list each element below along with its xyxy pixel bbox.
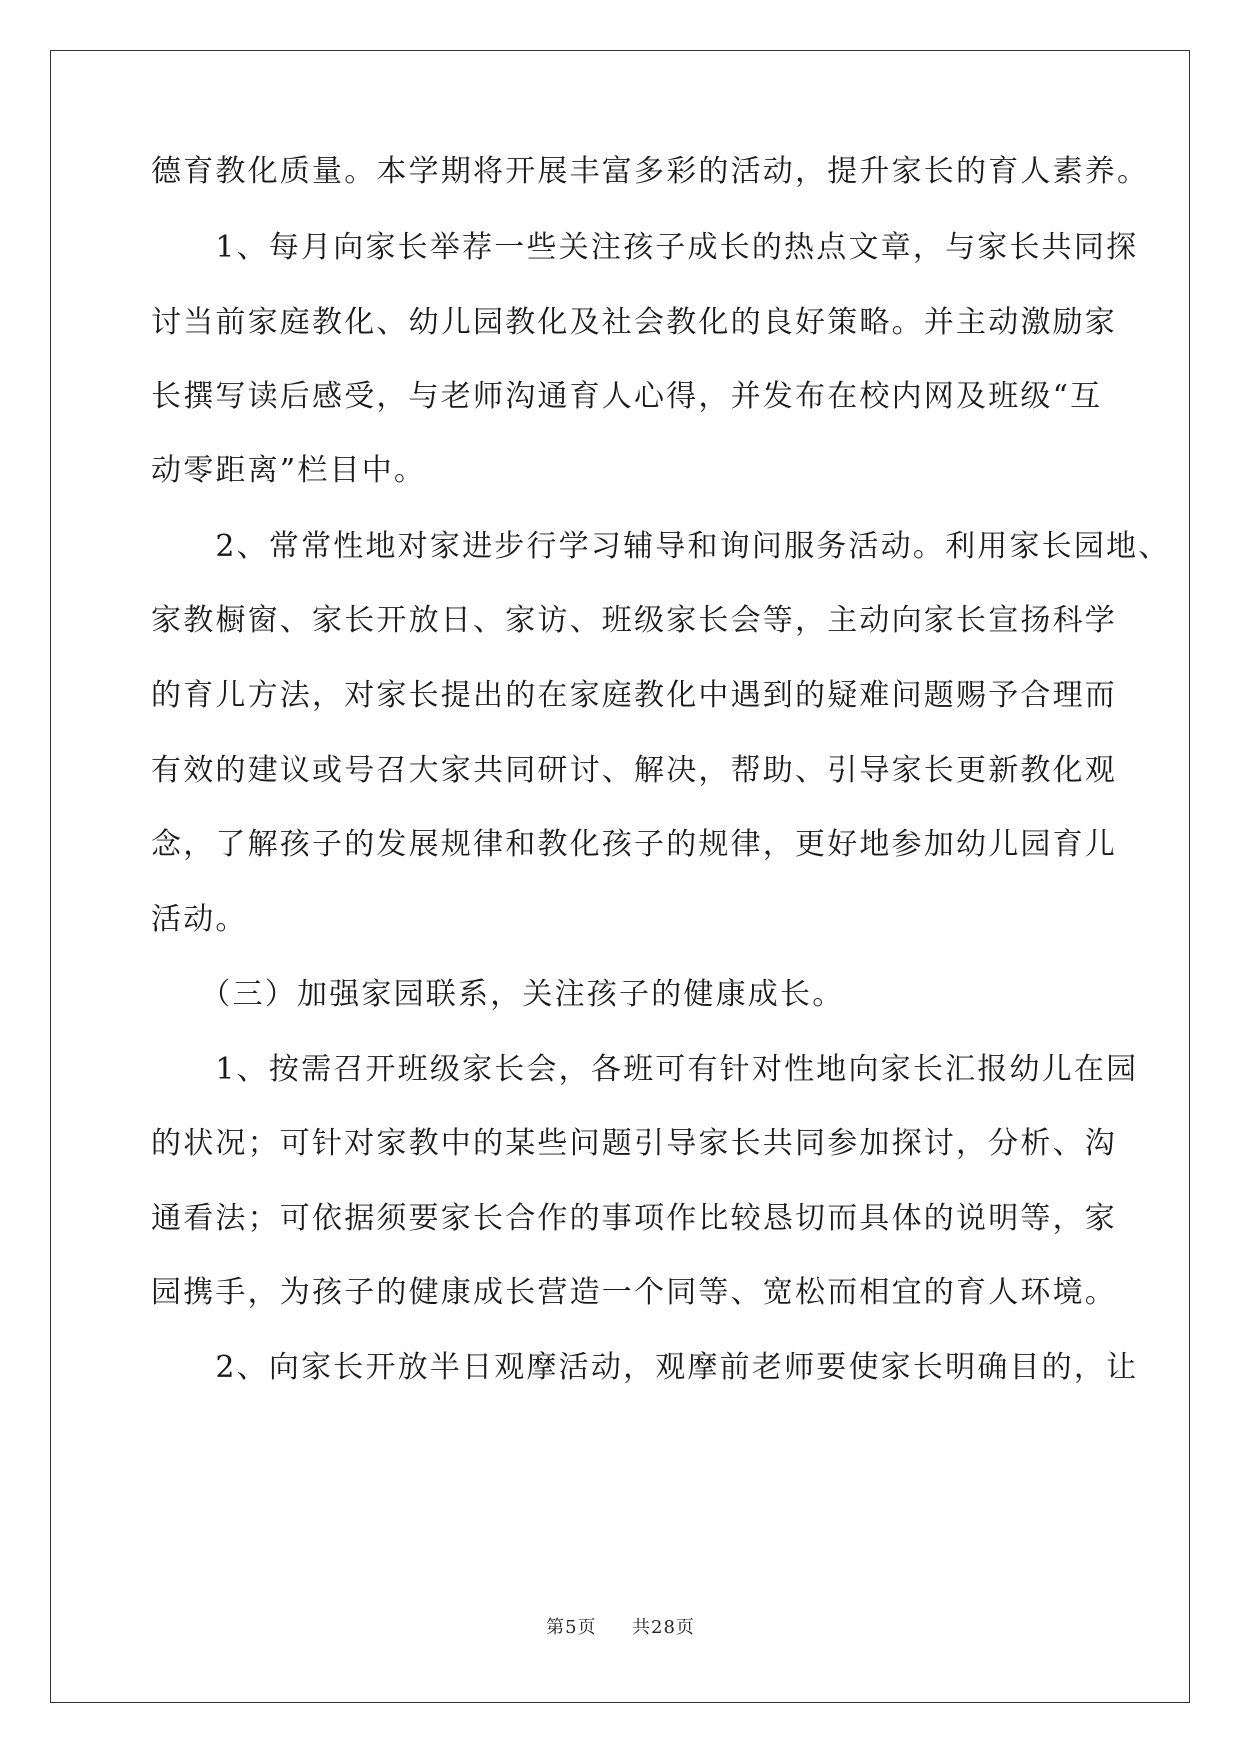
text-line: 家教橱窗、家长开放日、家访、班级家长会等，主动向家长宣扬科学 xyxy=(151,603,1117,638)
text-line: 的育儿方法，对家长提出的在家庭教化中遇到的疑难问题赐予合理而 xyxy=(151,678,1117,713)
page-footer xyxy=(0,1616,1241,1640)
text-line: 有效的建议或号召大家共同研讨、解决，帮助、引导家长更新教化观 xyxy=(151,753,1117,788)
text-line: 1、每月向家长举荐一些关注孩子成长的热点文章，与家长共同探 xyxy=(151,230,1139,265)
text-line: 2、常常性地对家进步行学习辅导和询问服务活动。利用家长园地、 xyxy=(151,529,1171,564)
text-line: 园携手，为孩子的健康成长营造一个同等、宽松而相宜的育人环境。 xyxy=(151,1275,1117,1310)
text-line: 念，了解孩子的发展规律和教化孩子的规律，更好地参加幼儿园育儿 xyxy=(151,827,1117,862)
total-pages: 共28页 xyxy=(632,1617,695,1638)
text-line: 动零距离”栏目中。 xyxy=(151,453,427,488)
text-line: 1、按需召开班级家长会，各班可有针对性地向家长汇报幼儿在园 xyxy=(151,1052,1139,1087)
page-border xyxy=(50,50,1190,1703)
text-line: （三）加强家园联系，关注孩子的健康成长。 xyxy=(151,977,845,1012)
page-number: 第5页 xyxy=(546,1617,597,1638)
text-line: 2、向家长开放半日观摩活动，观摩前老师要使家长明确目的，让 xyxy=(151,1350,1139,1385)
text-line: 活动。 xyxy=(151,902,248,937)
text-line: 讨当前家庭教化、幼儿园教化及社会教化的良好策略。并主动激励家 xyxy=(151,305,1117,340)
text-line: 的状况；可针对家教中的某些问题引导家长共同参加探讨，分析、沟 xyxy=(151,1126,1117,1161)
text-line: 德育教化质量。本学期将开展丰富多彩的活动，提升家长的育人素养。 xyxy=(151,154,1150,189)
text-line: 通看法；可依据须要家长合作的事项作比较恳切而具体的说明等，家 xyxy=(151,1201,1117,1236)
text-line: 长撰写读后感受，与老师沟通育人心得，并发布在校内网及班级“互 xyxy=(151,379,1103,414)
